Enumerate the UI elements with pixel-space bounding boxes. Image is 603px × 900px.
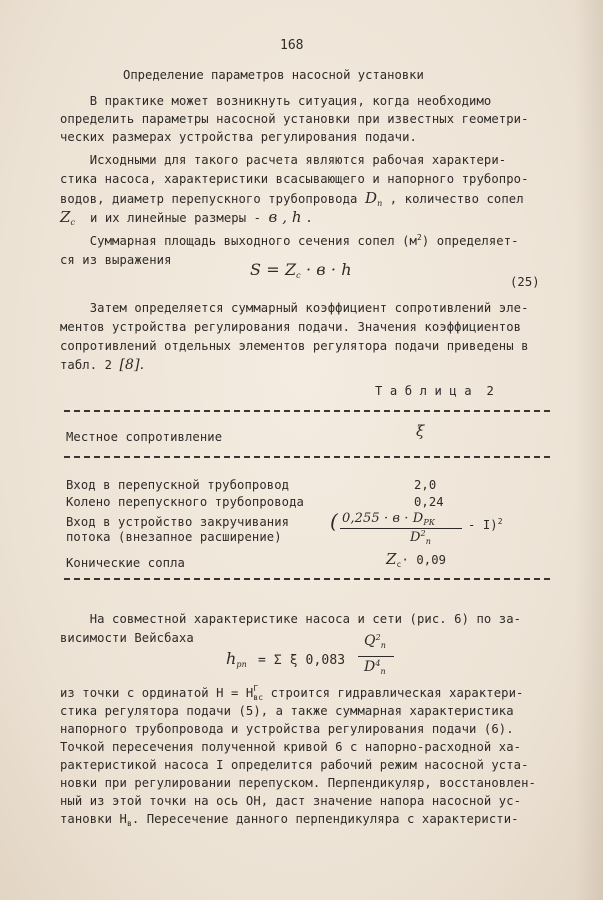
weisbach-D: D — [364, 659, 376, 675]
weisbach-lhs — [226, 649, 247, 669]
weisbach-denominator — [364, 660, 386, 676]
formula-25 — [250, 260, 352, 280]
table-row-3-fraction-bar — [340, 528, 462, 529]
p6-line-1-tail: строится гидравлическая характери- — [270, 686, 524, 700]
Hvc-sup: Г — [253, 684, 259, 693]
weisbach-fraction-bar — [358, 656, 394, 657]
p6-line-1 — [60, 686, 523, 702]
table-header-left: Местное сопротивление — [66, 430, 223, 444]
weisbach-Q-sup: 2 — [375, 633, 381, 642]
p6-line-8-tail: . Пересечение данного перпендикуляра с характеристи- — [131, 812, 519, 826]
p4-line-3: сопротивлений отдельных элементов регулятора подачи приведены в — [60, 339, 529, 353]
Hvc-scripts — [253, 684, 264, 702]
table-row-3-tail — [468, 518, 503, 534]
p6-line-8 — [60, 812, 519, 828]
table-row-3-tail-sup: 2 — [497, 517, 503, 526]
table-row-2-value: 0,24 — [414, 495, 444, 509]
p3-line-2: ся из выражения — [60, 253, 172, 267]
p6-line-5: рактеристикой насоса I определится рабочий режим насосной уста- — [60, 758, 529, 772]
p2-line-4 — [60, 210, 311, 227]
table-row-3-numerator — [342, 512, 435, 527]
table-top-rule — [64, 410, 550, 412]
table-header-xi: ξ — [416, 422, 425, 440]
p3-line-1-tail: ) определяет- — [421, 234, 519, 248]
p3-line-1-text: Суммарная площадь выходного сечения сопел (м — [60, 234, 417, 248]
weisbach-D-sup: 4 — [375, 659, 381, 668]
table-header-rule — [64, 456, 550, 458]
table-row-3-tail-text: - I) — [468, 518, 498, 532]
p1-line-1: В практике может возникнуть ситуация, когда необходимо — [60, 94, 492, 108]
table-row-4-rest: · 0,09 — [401, 553, 447, 567]
table-row-1-name: Вход в перепускной трубопровод — [66, 478, 290, 492]
symbol-Dn — [365, 189, 382, 207]
table-row-4-value — [386, 552, 446, 569]
p6-line-6: новки при регулировании перепуском. Перпендикуляр, восстановлен- — [60, 776, 536, 790]
weisbach-Q-sub: п — [380, 641, 387, 650]
table-bottom-rule — [64, 578, 550, 580]
p2-line-3-tail: , количество сопел — [389, 192, 524, 206]
p2-line-3 — [60, 191, 524, 208]
p5-line-1: На совместной характеристике насоса и сети (рис. 6) по за- — [60, 612, 522, 626]
p4-line-1: Затем определяется суммарный коэффициент сопротивлений эле- — [60, 301, 529, 315]
table-row-3-name: Вход в устройство закручивания — [66, 515, 290, 529]
table-caption: Т а б л и ц а 2 — [375, 384, 494, 398]
weisbach-h-sub: рп — [236, 660, 247, 669]
p4-line-4 — [60, 358, 144, 372]
table-row-3-denominator-sup: 2 — [420, 529, 426, 538]
section-title: Определение параметров насосной установки — [123, 68, 424, 82]
p2-line-3-text: водов, диаметр перепускного трубопровода — [60, 192, 358, 206]
p1-line-3: ческих размерах устройства регулирования подачи. — [60, 130, 417, 144]
p4-line-4-text: табл. 2 — [60, 358, 113, 372]
formula-25-number: (25) — [510, 275, 540, 289]
weisbach-mid: = Σ ξ 0,083 — [258, 653, 346, 668]
p4-line-2: ментов устройства регулирования подачи. Значения коэффициентов — [60, 320, 522, 334]
reference-8: [8]. — [119, 357, 145, 373]
table-row-3-open-paren: ( — [330, 509, 338, 533]
page-number: 168 — [280, 38, 304, 53]
p6-line-7: ный из этой точки на ось ОН, даст значение напора насосной ус- — [60, 794, 522, 808]
table-row-4-sub: с — [396, 560, 402, 569]
Hv-sub: в — [126, 819, 132, 828]
table-row-2-name: Колено перепускного трубопровода — [66, 495, 304, 509]
table-row-3-name-2: потока (внезапное расширение) — [66, 530, 282, 544]
p2-line-2: стика насоса, характеристики всасывающего и напорного трубопро- — [60, 172, 529, 186]
symbol-Zc-letter: Z — [60, 208, 71, 226]
table-row-3-denominator-letter: D — [410, 530, 421, 545]
table-row-3-numerator-sub: РК — [423, 518, 436, 527]
weisbach-D-sub: п — [380, 667, 386, 676]
table-row-3-denominator — [410, 531, 431, 546]
table-row-4-name: Конические сопла — [66, 556, 185, 570]
formula-25-sub: c — [296, 271, 301, 280]
formula-25-lhs: S = Z — [250, 260, 297, 279]
weisbach-numerator — [364, 634, 386, 650]
page-edge-shadow — [575, 0, 603, 900]
p1-line-2: определить параметры насосной установки при известных геометри- — [60, 112, 529, 126]
symbol-Dn-letter: D — [364, 189, 378, 207]
p6-line-8-text: тановки Н — [60, 812, 127, 826]
p6-line-3: напорного трубопровода и устройства регулирования подачи (6). — [60, 722, 514, 736]
table-row-3-denominator-sub: п — [425, 537, 431, 546]
p6-line-1-text: из точки с ординатой Н = Н — [60, 686, 254, 700]
weisbach-Q: Q — [364, 633, 376, 649]
table-row-4-Z: Z — [386, 550, 397, 568]
symbol-Zc-sub: с — [70, 218, 76, 227]
symbol-Zc — [60, 208, 75, 226]
p6-line-2: стика регулятора подачи (5), а также суммарная характеристика — [60, 704, 514, 718]
p2-line-1: Исходными для такого расчета являются рабочая характери- — [60, 153, 507, 167]
Hvc-sub: вс — [253, 693, 264, 702]
table-row-1-value: 2,0 — [414, 478, 437, 492]
p2-line-4-text: и их линейные размеры - — [90, 211, 262, 225]
formula-25-rhs: · в · h — [305, 260, 352, 279]
p6-line-4: Точкой пересечения полученной кривой 6 с напорно-расходной ха- — [60, 740, 522, 754]
p3-line-1 — [60, 234, 519, 250]
m2-superscript: 2 — [417, 233, 422, 242]
symbol-b-h: в , h . — [268, 208, 312, 226]
table-row-3-numerator-text: 0,255 · в · D — [342, 511, 424, 526]
weisbach-h: h — [226, 649, 237, 668]
p5-line-2: висимости Вейсбаха — [60, 631, 194, 645]
symbol-Dn-sub: п — [377, 199, 383, 208]
